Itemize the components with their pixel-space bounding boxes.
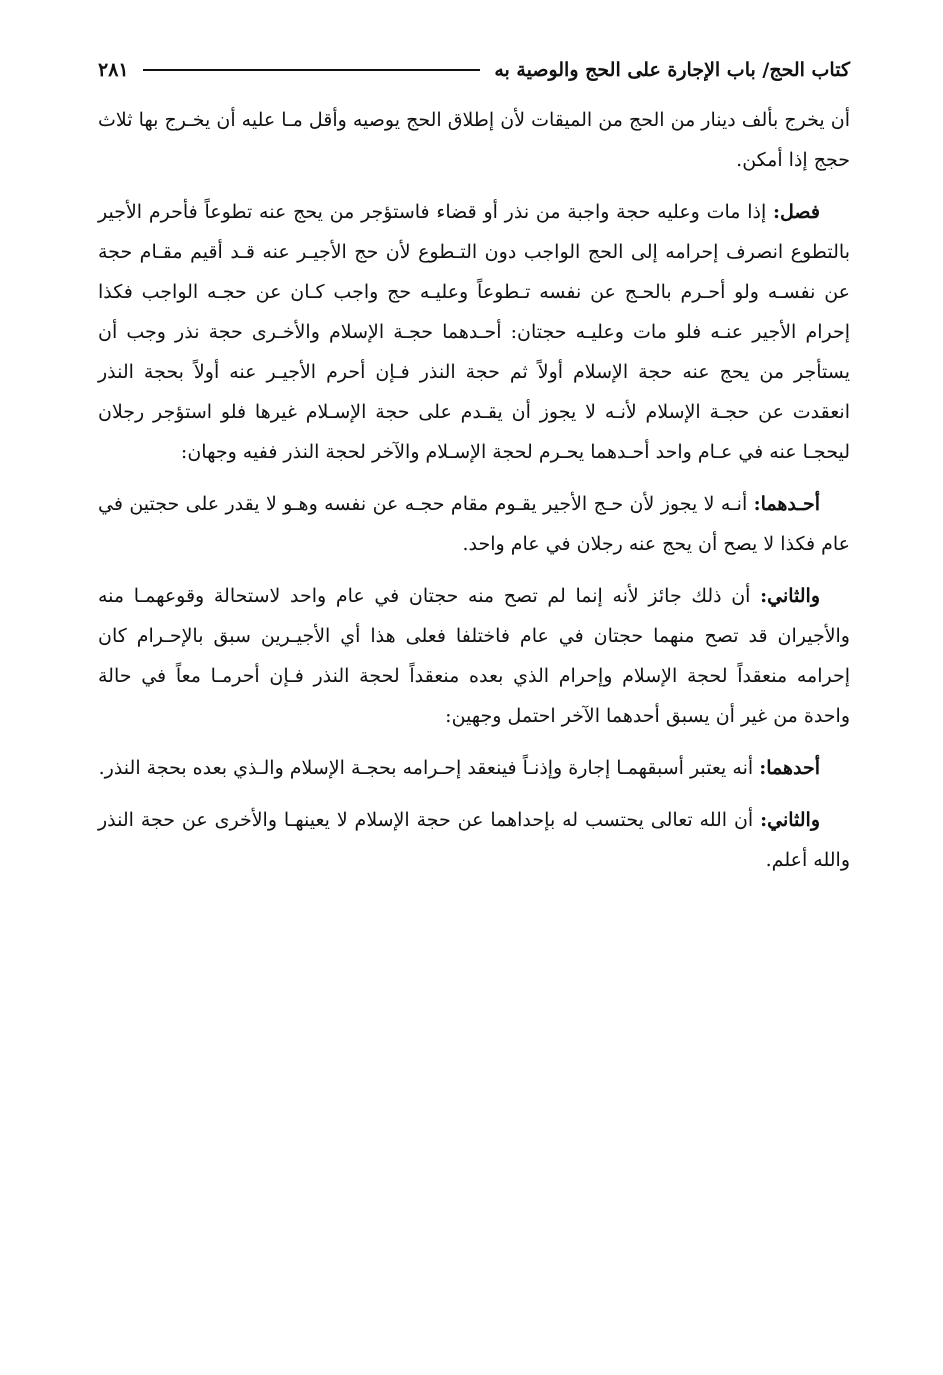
- paragraph-continuation: [98, 100, 850, 180]
- paragraph-lead: أحدهما:: [759, 757, 820, 779]
- paragraph-lead: أحـدهما:: [753, 493, 820, 515]
- paragraph-text: أن يخرج بألف دينار من الحج من الميقات لأن إطلاق الحج يوصيه وأقل مـا عليه أن يخـرج بها ثلاث حجج إذا أمكن.: [98, 109, 850, 171]
- page: [98, 52, 850, 892]
- paragraph-text: أنـه لا يجوز لأن حـج الأجير يقـوم مقام حجـه عن نفسه وهـو لا يقدر على حجتين في عام فكذا لا يصح أن يحج عنه رجلان في عام واحد.: [98, 493, 850, 555]
- paragraph-second-aspect: [98, 800, 850, 880]
- header-title: كتاب الحج/ باب الإجارة على الحج والوصية به: [494, 59, 850, 81]
- paragraph-text: أنه يعتبر أسبقهمـا إجارة وإذنـاً فينعقد إحـرامه بحجـة الإسلام والـذي بعده بحجة النذر.: [98, 757, 760, 779]
- paragraph-text: أن الله تعالى يحتسب له بإحداهما عن حجة الإسلام لا يعينهـا والأخرى عن حجة النذر والله أعلم.: [98, 809, 850, 871]
- paragraph-second-view: [98, 576, 850, 736]
- paragraph-text: أن ذلك جائز لأنه إنما لم تصح منه حجتان في عام واحد لاستحالة وقوعهمـا منه والأجيران قد تصح منهما حجتان في عام فاختلفا فعلى هذا أي الأجيـرين سبق بالإحـرام كان إحرامه منعقداً لحجة الإسلام وإحرام الذي بعده منعقداً لحجة النذر فـإن أحرمـا معاً في حالة واحدة من غير أن يسبق أحدهما الآخر احتمل وجهين:: [98, 585, 850, 727]
- paragraph-lead: والثاني:: [760, 809, 820, 831]
- paragraph-text: إذا مات وعليه حجة واجبة من نذر أو قضاء فاستؤجر من يحج عنه تطوعاً فأحرم الأجير بالتطوع انصرف إحرامه إلى الحج الواجب دون التـطوع لأن حج الأجيـر عنه قـد أقيم مقـام حجة عن نفسـه ولو أحـرم بالحـج عن نفسه تـطوعاً وعليـه حج واجب كـان عن حجـه الواجب فكذا إحرام الأجير عنـه فلو مات وعليـه حجتان: أحـدهما حجـة الإسلام والأخـرى حجة نذر وجب أن يستأجر من يحج عنه حجة الإسلام أولاً ثم حجة النذر فـإن أحرم الأجيـر عنه أولاً بحجة النذر انعقدت عن حجـة الإسلام لأنـه لا يجوز أن يقـدم على حجة الإسـلام غيرها فلو استؤجر رجلان ليحجـا عنه في عـام واحد أحـدهما يحـرم لحجة الإسـلام والآخر لحجة النذر ففيه وجهان:: [98, 201, 850, 463]
- paragraph-lead: فصل:: [773, 201, 820, 223]
- page-number: ٢٨١: [98, 59, 129, 81]
- header-rule: [143, 69, 481, 71]
- paragraph-first-aspect: [98, 748, 850, 788]
- running-header: [98, 52, 850, 88]
- paragraph-fasl: [98, 192, 850, 472]
- paragraph-lead: والثاني:: [760, 585, 820, 607]
- paragraph-first-view: [98, 484, 850, 564]
